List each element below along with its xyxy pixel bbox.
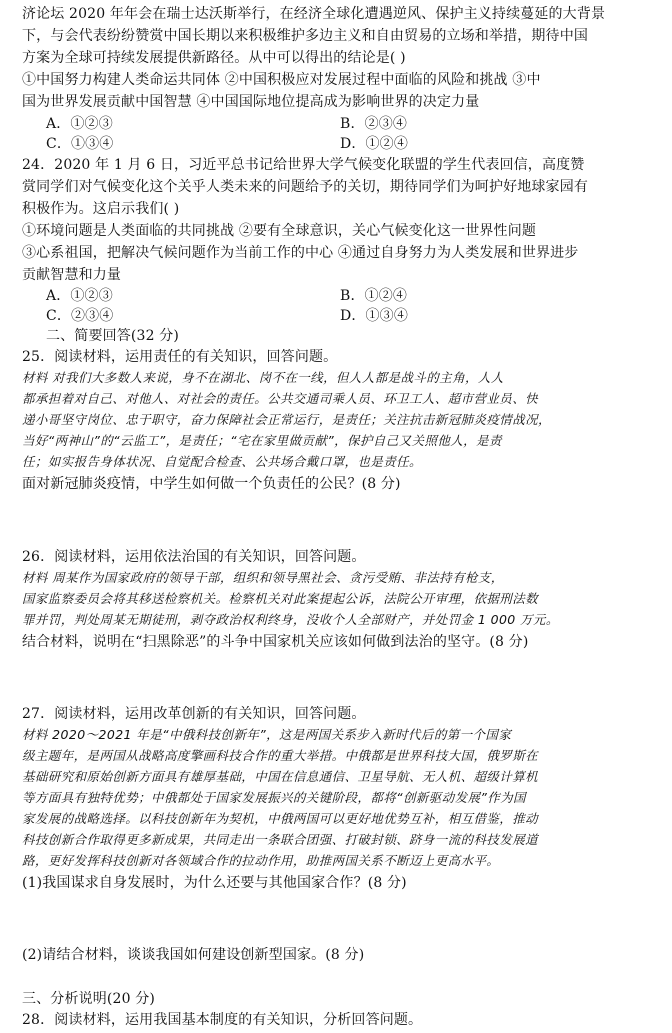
q25-material-line-3: 递小哥坚守岗位、忠于职守，奋力保障社会正常运行，是责任；关注抗击新冠肺炎疫情战况，	[22, 412, 551, 427]
q26-material-line-2: 国家监察委员会将其移送检察机关。检察机关对此案提起公诉，法院公开审理，依据刑法数	[22, 591, 539, 606]
q27-subquestion-1: (1)我国谋求自身发展时，为什么还要与其他国家合作？(8 分)	[22, 875, 407, 891]
section-2-heading: 二、简要回答(32 分)	[46, 328, 179, 344]
q23-option-c: C．①③④	[46, 136, 114, 152]
q24-line-2: 赏同学们对气候变化这个关乎人类未来的问题给予的关切，期待同学们为呵护好地球家园有	[22, 179, 588, 195]
q23-line-2: 下，与会代表纷纷赞赏中国长期以来积极维护多边主义和自由贸易的立场和举措，期待中国	[22, 28, 588, 44]
q26-title: 26．阅读材料，运用依法治国的有关知识，回答问题。	[22, 549, 366, 565]
section-3-heading: 三、分析说明(20 分)	[22, 991, 155, 1007]
q24-option-a: A．①②③	[46, 288, 113, 304]
q25-material-line-5: 任；如实报告身体状况、自觉配合检查、公共场合戴口罩，也是责任。	[22, 454, 422, 469]
q23-line-5: 国为世界发展贡献中国智慧 ④中国国际地位提高成为影响世界的决定力量	[22, 94, 480, 110]
q23-line-1: 济论坛 2020 年年会在瑞士达沃斯举行，在经济全球化遭遇逆风、保护主义持续蔓延的大背景	[22, 6, 606, 22]
q24-option-d: D．①③④	[340, 308, 408, 324]
q24-option-c: C．②③④	[46, 308, 114, 324]
q25-question: 面对新冠肺炎疫情，中学生如何做一个负责任的公民？(8 分)	[22, 476, 401, 492]
q23-line-4: ①中国努力构建人类命运共同体 ②中国积极应对发展过程中面临的风险和挑战 ③中	[22, 72, 541, 88]
q27-material-line-4: 等方面具有独特优势；中俄都处于国家发展振兴的关键阶段，都将“创新驱动发展”作为国	[22, 790, 526, 805]
q27-subquestion-2: (2)请结合材料，谈谈我国如何建设创新型国家。(8 分)	[22, 947, 365, 963]
q26-material-line-1: 材料 周某作为国家政府的领导干部，组织和领导黑社会、贪污受贿、非法持有枪支，	[22, 570, 504, 585]
q24-line-5: ③心系祖国，把解决气候问题作为当前工作的中心 ④通过自身努力为人类发展和世界进步	[22, 245, 579, 261]
q27-material-line-3: 基础研究和原始创新方面具有雄厚基础，中国在信息通信、卫星导航、无人机、超级计算机	[22, 769, 539, 784]
q23-option-a: A．①②③	[46, 116, 113, 132]
q24-line-3: 积极作为。这启示我们( )	[22, 201, 180, 217]
q24-option-b: B．①②④	[340, 288, 408, 304]
q24-line-1: 24．2020 年 1 月 6 日，习近平总书记给世界大学气候变化联盟的学生代表回信，高度赞	[22, 157, 585, 173]
q26-question: 结合材料，说明在“扫黑除恶”的斗争中国家机关应该如何做到法治的坚守。(8 分)	[22, 634, 529, 650]
q28-title: 28．阅读材料，运用我国基本制度的有关知识，分析回答问题。	[22, 1012, 423, 1028]
q23-option-b: B．②③④	[340, 116, 408, 132]
q27-material-line-1: 材料 2020～2021 年是“中俄科技创新年”，这是两国关系步入新时代后的第一个国家	[22, 727, 512, 742]
q27-title: 27．阅读材料，运用改革创新的有关知识，回答问题。	[22, 706, 366, 722]
q26-material-line-3: 罪并罚，判处周某无期徒刑，剥夺政治权利终身，没收个人全部财产，并处罚金 1 000 万元。	[22, 612, 559, 627]
q24-line-4: ①环境问题是人类面临的共同挑战 ②要有全球意识，关心气候变化这一世界性问题	[22, 223, 536, 239]
q23-line-3: 方案为全球可持续发展提供新路径。从中可以得出的结论是( )	[22, 50, 406, 66]
q27-material-line-2: 级主题年，是两国从战略高度擎画科技合作的重大举措。中俄都是世界科技大国，俄罗斯在	[22, 748, 539, 763]
q25-material-line-4: 当好“两神山”的“云监工”，是责任；“宅在家里做贡献”，保护自己又关照他人，是责	[22, 433, 502, 448]
q27-material-line-5: 家发展的战略选择。以科技创新年为契机，中俄两国可以更好地优势互补，相互借鉴，推动	[22, 811, 539, 826]
q25-material-line-1: 材料 对我们大多数人来说，身不在湖北、岗不在一线，但人人都是战斗的主角，人人	[22, 370, 504, 385]
q27-material-line-7: 路，更好发挥科技创新对各领域合作的拉动作用，助推两国关系不断迈上更高水平。	[22, 853, 500, 868]
q23-option-d: D．①②④	[340, 136, 408, 152]
q25-material-line-2: 都承担着对自己、对他人、对社会的责任。公共交通司乘人员、环卫工人、超市营业员、快	[22, 391, 539, 406]
q27-material-line-6: 科技创新合作取得更多新成果，共同走出一条联合团强、打破封锁、跻身一流的科技发展道	[22, 832, 539, 847]
q24-line-6: 贡献智慧和力量	[22, 267, 122, 283]
q25-title: 25．阅读材料，运用责任的有关知识，回答问题。	[22, 349, 338, 365]
